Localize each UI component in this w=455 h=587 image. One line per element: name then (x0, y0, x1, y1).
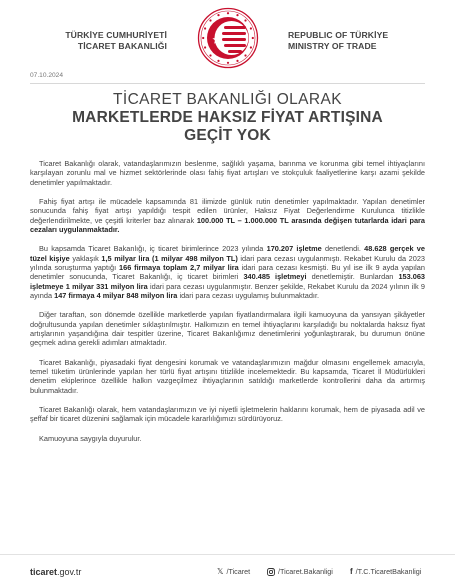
paragraph-2-text: Fahiş fiyat artışı ile mücadele kapsamında 81 ilimizde günlük rutin denetimler yapılmaktadır. Yapılan denetimler sonucunda fahiş fiyat artışı yapıldığı tespit edilen ürünler, Haksız Fiyat Değerlendirme Kurulunca titizlikle değerlendirilmekte, ve çeşitli kriterler baz alınarak (30, 197, 425, 225)
stat-fine-2023: 1,5 milyar lira (1 milyar 498 milyon TL) (101, 253, 238, 263)
ministry-name-tr: TİCARET BAKANLIĞI (77, 41, 167, 51)
stat-persons-2023: 48.628 gerçek ve tüzel kişiye (30, 244, 425, 263)
paragraph-1: Ticaret Bakanlığı olarak, vatandaşlarımızın beslenme, sağlıklı yaşama, barınma ve korunma gibi temel ihtiyaçlarını karşılayan zorunlu mal ve hizmet sektörlerinde olası fahiş fiyat artışları ve stokçuluk faaliyetlerine karşı azami şekilde denetimler yapılmaktadır. (30, 159, 425, 187)
header-divider (30, 83, 425, 84)
x-handle: /Ticaret (226, 567, 251, 576)
stat-competition-2024: 147 firmaya 4 milyar 848 milyon lira (54, 290, 178, 300)
website-link[interactable] (30, 567, 81, 577)
letterhead-english (288, 30, 388, 52)
stat-businesses-2023: 170.207 işletme (266, 244, 322, 254)
paragraph-3-text: idari para cezası uygulanmıştır. Benzer şekilde, Rekabet Kurulu da 2024 yılının ilk 9 ayında (30, 281, 426, 300)
website-domain-bold: ticaret (30, 567, 58, 577)
stat-businesses-2024: 340.485 işletmeyi (243, 272, 307, 282)
paragraph-3-text: denetlendi. (324, 244, 361, 254)
footer-divider (0, 554, 455, 555)
footer (0, 554, 455, 587)
paragraph-3-text: yaklaşık (72, 253, 99, 263)
country-name-en: REPUBLIC OF TÜRKİYE (288, 30, 389, 40)
letterhead-turkish (65, 30, 167, 52)
penalty-range: 100.000 TL – 1.000.000 TL arasında değişen tutarlarda idari para cezaları uygulanmaktadır. (30, 215, 425, 234)
x-icon: 𝕏 (217, 566, 224, 576)
facebook-icon: f (350, 566, 353, 576)
instagram-handle: /Ticaret.Bakanligi (278, 567, 333, 576)
closing-line: Kamuoyuna saygıyla duyurulur. (39, 433, 142, 443)
paragraph-3-text: idari para cezası uygulanmıştı. Rekabet Kurulu da 2023 yılında soruşturma yaptığı (30, 253, 425, 273)
country-name-tr: TÜRKİYE CUMHURİYETİ (65, 30, 167, 40)
paragraph-3 (30, 244, 425, 300)
press-release-title (0, 90, 455, 145)
website-domain-suffix: .gov.tr (57, 567, 82, 577)
paragraph-5: Ticaret Bakanlığı, piyasadaki fiyat dengesini korumak ve vatandaşlarımızın mağdur olmasını engellemek amacıyla, temel tüketim ürünlerinde yapılan her türlü fiyat artışını titizlikle incelemektedir. Bu kapsamda, Ticaret İl Müdürlükleri denetim ekiplerince özellikle halkın vazgeçilmez ihtiyaçlarının satıldığı marketlerde kontrollerini daha da artırmış bulunmaktadır. (30, 357, 425, 395)
paragraph-4: Diğer taraftan, son dönemde özellikle marketlerde yapılan fiyatlandırmalara ilgili kamuoyuna da yansıyan şikâyetler doğrultusunda yapılan denetimler sıklaştırılmıştır. Halkımızın en temel ihtiyaçlarını karşıladığı bu noktalarda haksız fiyat artışlarının yaşandığına dair tespitler üzerine, Ticaret Bakanlığımız denetimlerini yoğunlaştırarak, bu durumun önüne geçmek adına gerekli adımları atmaktadır. (30, 310, 425, 348)
paragraph-6: Ticaret Bakanlığı olarak, hem vatandaşlarımızın ve iyi niyetli işletmelerin haklarını korumak, hem de piyasada adil ve şeffaf bir ticaret düzenini sağlamak için mücadele kararlılığımızı sürdürüyoruz. (30, 405, 425, 424)
x-link[interactable] (217, 567, 250, 576)
paragraph-3-text: denetlemiştir. Bunlardan (311, 272, 394, 282)
paragraph-3-text: idari para cezası kesmişti. Bu yıl ise ilk 9 ayda yapılan denetimler sonucunda, Ticaret Bakanlığı, iç ticaret birimleri (30, 263, 425, 282)
title-line-1: TİCARET BAKANLIĞI OLARAK (113, 91, 342, 108)
stat-fine-2024: 153.063 işletmeye 1 milyar 331 milyon lira (30, 272, 425, 291)
facebook-link[interactable] (350, 567, 421, 576)
instagram-link[interactable] (267, 567, 333, 576)
instagram-icon (267, 568, 275, 576)
ministry-emblem-icon (197, 7, 259, 69)
paragraph-2 (30, 197, 425, 234)
letterhead (0, 0, 455, 72)
ministry-name-en: MINISTRY OF TRADE (288, 41, 377, 51)
press-release-body (30, 159, 425, 453)
paragraph-3-text: idari para cezası uygulamış bulunmaktadır. (179, 290, 320, 300)
facebook-handle: /T.C.TicaretBakanligi (355, 567, 422, 576)
paragraph-3-text: Bu kapsamda Ticaret Bakanlığı, iç ticaret birimlerince 2023 yılında (39, 244, 264, 254)
press-release-date: 07.10.2024 (30, 72, 64, 79)
title-line-2: MARKETLERDE HAKSIZ FİYAT ARTIŞINA (72, 109, 383, 126)
title-line-3: GEÇİT YOK (184, 127, 271, 144)
stat-competition-2023: 166 firmaya toplam 2,7 milyar lira (119, 263, 239, 273)
